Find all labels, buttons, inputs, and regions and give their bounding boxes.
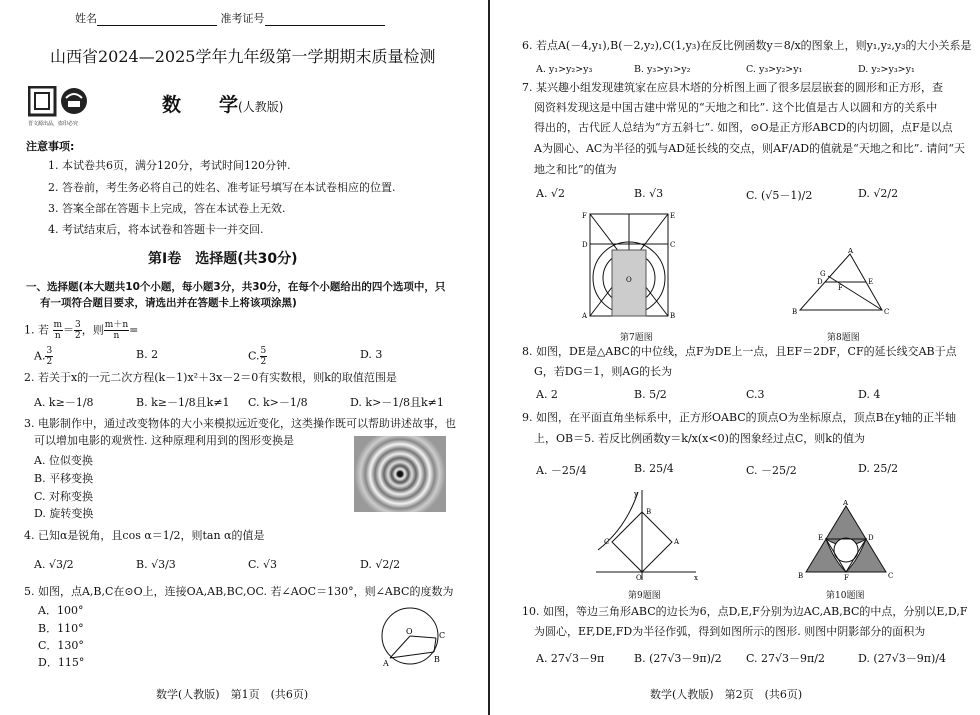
numerator: 5 [260, 346, 267, 356]
q7-stem: A为圆心、AC为半径的弧与AD延长线的交点，则AF/AD的值就是“天地之和比”. 请问“天 [534, 142, 965, 155]
q3-stem: 3. 电影制作中，通过改变物体的大小来模拟远近变化，这类操作既可以帮助讲述故事，也 [24, 417, 456, 430]
numerator: m＋n [104, 320, 129, 330]
svg-text:A: A [383, 659, 389, 668]
denominator: 2 [260, 357, 267, 367]
q5-option-a[interactable]: A．100° [38, 604, 84, 617]
q8-option-a[interactable]: A. 2 [536, 388, 558, 401]
numerator: 3 [75, 320, 81, 330]
fraction [104, 320, 129, 341]
q10-stem: 10. 如图，等边三角形ABC的边长为6，点D,E,F分别为边AC,AB,BC的中点，分别以E,D,F [522, 605, 968, 618]
q2-option-d[interactable]: D. k>－1/8且k≠1 [350, 396, 444, 409]
q4-option-c[interactable]: C. √3 [248, 558, 278, 571]
svg-text:B: B [646, 508, 652, 516]
fig8-caption: 第8题图 [827, 333, 860, 343]
page-left [0, 0, 488, 715]
q7-option-b[interactable]: B. √3 [634, 187, 664, 200]
name-field [75, 10, 385, 26]
exam-id-label: 准考证号 [220, 12, 265, 25]
section-instructions: 有一项符合题目要求，请选出并在答题卡上将该项涂黑) [40, 297, 297, 309]
footer-page-2: 数学(人教版) 第2页 (共6页) [650, 688, 803, 701]
q9-option-c[interactable]: C. －25/2 [746, 464, 797, 477]
notice-item: 4. 考试结束后，将本试卷和答题卡一并交回. [48, 223, 264, 236]
q10-option-d[interactable]: D. (27√3－9π)/4 [858, 652, 946, 665]
fig9-caption: 第9题图 [628, 591, 661, 601]
q6-stem: 6. 若点A(－4,y₁),B(－2,y₂),C(1,y₃)在反比例函数y＝8/x的图象上，则y₁,y₂,y₃的大小关系是 [522, 39, 972, 52]
svg-text:y: y [634, 490, 638, 498]
fraction [53, 320, 64, 341]
q9-stem: 9. 如图，在平面直角坐标系中，正方形OABC的顶点O为坐标原点，顶点B在y轴的正半轴 [522, 411, 956, 424]
notice-item: 1. 本试卷共6页，满分120分，考试时间120分钟. [48, 159, 291, 172]
q9-coordinate-figure [592, 488, 702, 584]
q7-stem: 得出的，古代匠人总结为“方五斜七”. 如图，⊙O是正方形ABCD的内切圆，点F是以点 [534, 121, 953, 134]
q4-stem: 4. 已知α是锐角，且cos α＝1/2，则tan α的值是 [24, 529, 265, 542]
q1-stem-text: = [129, 323, 139, 337]
q1-option-c[interactable] [248, 346, 267, 367]
q6-option-a[interactable]: A. y₁>y₂>y₃ [536, 64, 593, 75]
svg-text:F: F [844, 574, 849, 580]
q1-option-b[interactable]: B. 2 [136, 348, 159, 361]
q3-option-b[interactable]: B. 平移变换 [34, 472, 94, 485]
q3-option-c[interactable]: C. 对称变换 [34, 490, 94, 503]
denominator: n [54, 331, 61, 341]
q5-option-d[interactable]: D．115° [38, 656, 85, 669]
svg-text:E: E [670, 212, 676, 220]
q10-option-b[interactable]: B. (27√3－9π)/2 [634, 652, 722, 665]
svg-text:C: C [670, 241, 676, 249]
q7-option-d[interactable]: D. √2/2 [858, 187, 899, 200]
equals-sign: ＝ [63, 323, 75, 337]
q3-stem: 可以增加电影的观赏性. 这种原理利用到的图形变换是 [34, 434, 294, 447]
logo-icon [28, 86, 92, 120]
notice-heading: 注意事项: [26, 140, 75, 153]
q2-option-c[interactable]: C. k>－1/8 [248, 396, 308, 409]
svg-text:G: G [820, 270, 826, 278]
option-label: C. [248, 349, 260, 363]
q10-option-a[interactable]: A. 27√3－9π [536, 652, 605, 665]
q4-option-a[interactable]: A. √3/2 [34, 558, 74, 571]
q7-stem: 地之和比”的值为 [534, 163, 617, 176]
svg-text:D: D [582, 241, 588, 249]
fig10-caption: 第10题图 [826, 591, 865, 601]
option-label: A. [34, 349, 46, 363]
subject-name: 数 学 [162, 94, 239, 116]
svg-text:C: C [888, 572, 894, 580]
name-blank [97, 13, 217, 26]
svg-text:D: D [868, 534, 874, 542]
fraction [45, 346, 53, 367]
q4-option-d[interactable]: D. √2/2 [360, 558, 401, 571]
svg-text:C: C [884, 308, 890, 316]
q2-option-a[interactable]: A. k≥－1/8 [34, 396, 94, 409]
q1-stem [24, 320, 138, 341]
q1-option-d[interactable]: D. 3 [360, 348, 383, 361]
q10-triangle-arcs-figure [798, 500, 894, 580]
q9-stem: 上，OB＝5. 若反比例函数y＝k/x(x<0)的图象经过点C，则k的值为 [534, 432, 865, 445]
svg-text:A: A [582, 312, 588, 320]
svg-text:D: D [817, 278, 823, 286]
svg-text:E: E [868, 278, 874, 286]
svg-text:x: x [694, 574, 698, 582]
fraction [260, 346, 268, 367]
q6-option-b[interactable]: B. y₃>y₁>y₂ [634, 64, 691, 75]
q7-pagoda-figure [582, 210, 682, 322]
q8-triangle-figure [792, 248, 902, 318]
q5-option-c[interactable]: C．130° [38, 639, 84, 652]
numerator: 3 [46, 346, 53, 356]
logo-caption: 晋文源出品，盗印必究 [28, 121, 79, 127]
q3-option-a[interactable]: A. 位似变换 [34, 454, 93, 467]
publisher-logo [28, 86, 92, 127]
q10-option-c[interactable]: C. 27√3－9π/2 [746, 652, 825, 665]
svg-text:B: B [434, 655, 440, 664]
svg-text:A: A [848, 248, 854, 255]
q2-stem: 2. 若关于x的一元二次方程(k－1)x²＋3x－2＝0有实数根，则k的取值范围是 [24, 371, 397, 384]
section-instructions: 一、选择题(本大题共10个小题，每小题3分，共30分，在每个小题给出的四个选项中，只 [26, 281, 446, 293]
q3-blurred-image [354, 436, 446, 512]
q1-option-a[interactable] [34, 346, 53, 367]
notice-item: 3. 答案全部在答题卡上完成，答在本试卷上无效. [48, 202, 286, 215]
denominator: n [113, 331, 120, 341]
section-title: 第Ⅰ卷 选择题(共30分) [148, 251, 298, 267]
q1-stem-text: ，则 [81, 323, 104, 337]
subject-edition: (人教版) [238, 100, 284, 114]
fig7-caption: 第7题图 [620, 333, 653, 343]
svg-text:A: A [843, 500, 849, 507]
svg-text:F: F [582, 212, 587, 220]
q8-option-c[interactable]: C.3 [746, 388, 765, 401]
q4-option-b[interactable]: B. √3/3 [136, 558, 176, 571]
q9-option-d[interactable]: D. 25/2 [858, 462, 899, 475]
q7-stem: 阅资料发现这是中国古建中常见的“天地之和比”. 这个比值是古人以圆和方的关系中 [534, 101, 938, 114]
fraction [74, 320, 82, 341]
exam-title: 山西省2024—2025学年九年级第一学期期末质量检测 [50, 47, 436, 66]
numerator: m [53, 320, 63, 330]
q5-option-b[interactable]: B．110° [38, 622, 84, 635]
svg-text:C: C [439, 631, 446, 640]
name-label: 姓名 [75, 12, 97, 25]
q6-option-d[interactable]: D. y₂>y₃>y₁ [858, 64, 915, 75]
q8-stem: 8. 如图，DE是△ABC的中位线，点F为DE上一点，且EF＝2DF，CF的延长线交AB于点 [522, 345, 957, 358]
svg-text:F: F [838, 284, 843, 292]
page-divider [488, 0, 490, 715]
q9-option-b[interactable]: B. 25/4 [634, 462, 674, 475]
svg-text:O: O [636, 574, 642, 582]
subject-title [162, 90, 283, 117]
svg-text:E: E [818, 534, 824, 542]
page-right [492, 0, 980, 715]
svg-text:C: C [604, 538, 610, 546]
q5-circle-figure [378, 606, 448, 668]
q5-stem: 5. 如图，点A,B,C在⊙O上，连接OA,AB,BC,OC. 若∠AOC＝130°，则∠ABC的度数为 [24, 585, 454, 598]
q2-option-b[interactable]: B. k≥－1/8且k≠1 [136, 396, 230, 409]
q7-option-c[interactable]: C. (√5－1)/2 [746, 189, 813, 202]
svg-text:B: B [792, 308, 798, 316]
notice-item: 2. 答卷前，考生务必将自己的姓名、准考证号填写在本试卷相应的位置. [48, 181, 396, 194]
exam-id-blank [265, 13, 385, 26]
q7-option-a[interactable]: A. √2 [536, 187, 565, 200]
q3-option-d[interactable]: D. 旋转变换 [34, 507, 94, 520]
q8-option-d[interactable]: D. 4 [858, 388, 881, 401]
footer-page-1: 数学(人教版) 第1页 (共6页) [156, 688, 309, 701]
q6-option-c[interactable]: C. y₃>y₂>y₁ [746, 64, 803, 75]
svg-text:B: B [670, 312, 676, 320]
svg-text:O: O [626, 276, 632, 284]
svg-text:B: B [798, 572, 804, 580]
q1-stem-text: 1. 若 [24, 323, 49, 337]
q8-stem: G，若DG＝1，则AG的长为 [534, 365, 673, 378]
svg-text:O: O [406, 627, 413, 636]
svg-text:A: A [674, 538, 680, 546]
denominator: 2 [46, 357, 53, 367]
q7-stem: 7. 某兴趣小组发现建筑家在应县木塔的分析图上画了很多层层嵌套的圆形和正方形，查 [522, 81, 943, 94]
denominator: 2 [75, 331, 81, 341]
q8-option-b[interactable]: B. 5/2 [634, 388, 667, 401]
q10-stem: 为圆心，EF,DE,FD为半径作弧，得到如图所示的图形. 则图中阴影部分的面积为 [534, 625, 926, 638]
q9-option-a[interactable]: A. －25/4 [536, 464, 587, 477]
